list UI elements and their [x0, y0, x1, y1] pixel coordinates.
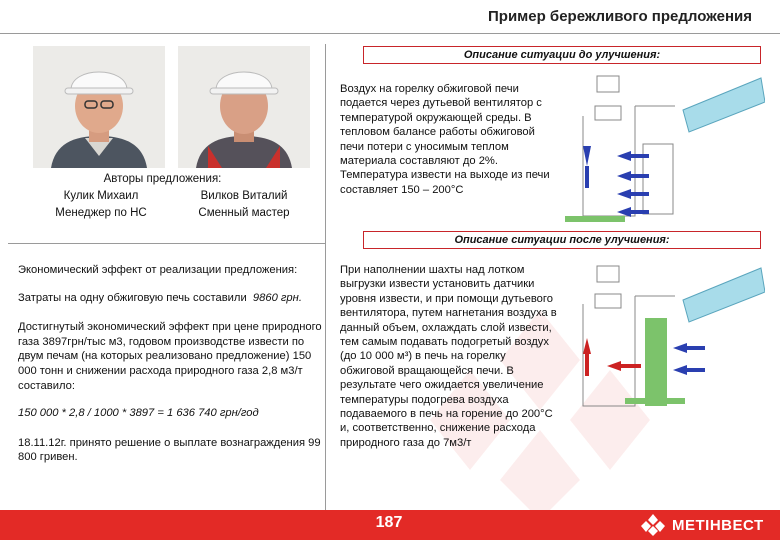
effect-cost-prefix: Затраты на одну обжиговую печь составили — [18, 291, 247, 304]
author-1-name: Кулик Михаил — [63, 190, 139, 202]
header-divider — [0, 33, 780, 34]
effect-decision: 18.11.12г. принято решение о выплате вознаграждения 99 800 гривен. — [18, 436, 321, 464]
column-divider — [325, 44, 326, 510]
author-photo-1 — [33, 46, 165, 168]
author-1 — [26, 188, 176, 222]
page-number: 187 — [375, 514, 403, 531]
effect-block — [18, 263, 323, 465]
before-description: Воздух на горелку обжиговой печи подается через дутьевой вентилятор с температурой окружающей среды. В тепловом балансе работы обжиговой печи потери с уносимым теплом материала составляют до 2%. Температура извести на выходе из печи составляет 150 – 200°С — [340, 83, 550, 196]
left-section-divider — [8, 243, 326, 244]
effect-achieved: Достигнутый экономический эффект при цене природного газа 3897грн/тыс м3, годовом производстве извести по двум печам (на которых реализовано предложение) 150 000 тонн и снижении расхода природного газа 2,8 м3/т составило: — [18, 321, 322, 392]
author-1-role: Менеджер по НС — [55, 207, 147, 219]
before-kiln-diagram-icon — [565, 66, 765, 226]
after-description: При наполнении шахты над лотком выгрузки извести установить датчики уровня извести, и при помощи дутьевого вентилятора, путем нагнетания воздуха в данный объем, охлаждать слой извести, тем самым подавать подогретый воздух (до 10 000 м³) в печь на горелку обжиговой вращающейся печи. В результате чего ожидается увеличение температуры подогрева воздуха подаваемого в печь на горение до 200°С и, соответственно, снижение расхода природного газа до 7м3/т — [340, 264, 557, 449]
effect-cost-value: 9860 грн. — [252, 291, 302, 304]
page-title: Пример бережливого предложения — [488, 8, 752, 25]
effect-formula: 150 000 * 2,8 / 1000 * 3897 = 1 636 740 грн/год — [18, 407, 259, 420]
after-label: Описание ситуации после улучшения: — [363, 231, 761, 249]
after-kiln-diagram-icon — [565, 258, 765, 418]
brand-logo-icon — [640, 513, 666, 537]
brand-name: МЕТІНВЕСТ — [672, 517, 764, 534]
before-label: Описание ситуации до улучшения: — [363, 46, 761, 64]
author-2-role: Сменный мастер — [198, 207, 290, 219]
effect-heading: Экономический эффект от реализации предложения: — [18, 264, 298, 276]
effect-cost — [18, 291, 323, 306]
author-2 — [169, 188, 319, 222]
authors-title: Авторы предложения: — [103, 173, 222, 185]
author-2-name: Вилков Виталий — [200, 190, 288, 202]
author-photo-2 — [178, 46, 310, 168]
